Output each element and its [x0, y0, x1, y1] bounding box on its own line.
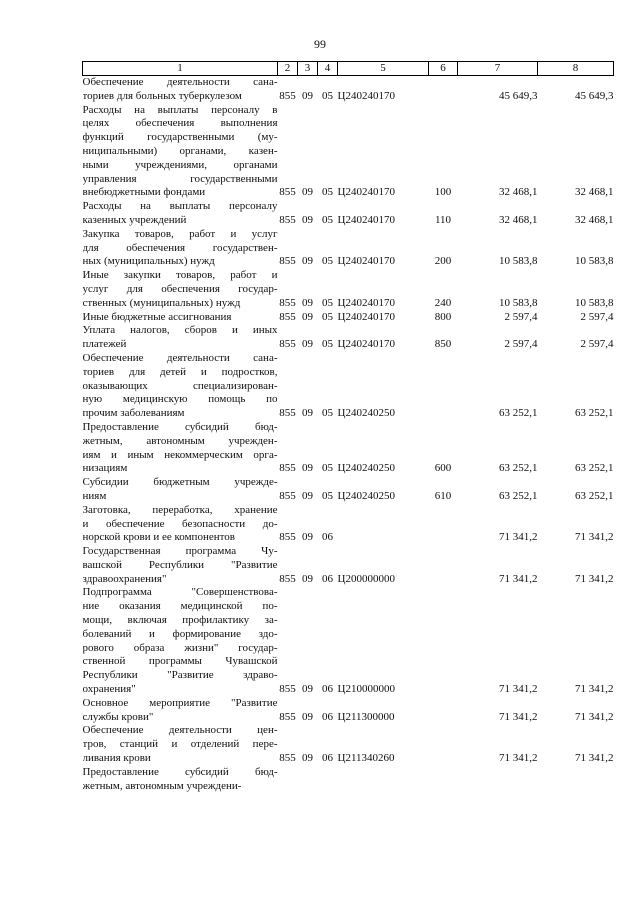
expense-name-line: ние оказания медицинской по- — [82, 600, 278, 613]
target-article-cell: Ц240240250 — [337, 489, 395, 502]
expense-type-cell — [429, 504, 458, 545]
section-code-cell: 09 — [302, 407, 313, 420]
target-article-cell: Ц200000000 — [337, 572, 395, 585]
table-row — [83, 476, 614, 504]
expense-type-cell — [429, 545, 458, 586]
expense-name-line: Обеспечение деятельности сана- — [82, 76, 278, 88]
expense-name-line: внебюджетными фондами — [82, 186, 206, 199]
column-header: 4 — [318, 62, 338, 76]
subsection-code-cell: 05 — [322, 89, 333, 102]
target-article-cell — [338, 504, 429, 545]
subsection-code-cell: 05 — [322, 407, 333, 420]
section-code-cell: 09 — [302, 572, 313, 585]
amount-cell: 2 597,4 — [504, 338, 538, 351]
expense-type-cell: 240 — [434, 296, 452, 309]
expense-name-line: Закупка товаров, работ и услуг — [82, 227, 278, 240]
expense-name-line: Расходы на выплаты персоналу в — [82, 103, 278, 116]
expense-type-cell: 800 — [434, 310, 452, 323]
section-code-cell: 09 — [302, 683, 313, 696]
ministry-code-cell: 855 — [279, 89, 296, 102]
expense-name-line: Заготовка, переработка, хранение — [82, 503, 278, 516]
amount-cell: 71 341,2 — [499, 710, 538, 723]
subsection-code-cell: 05 — [322, 296, 333, 309]
amount-cell: 32 468,1 — [575, 186, 614, 199]
target-article-cell — [338, 766, 429, 794]
amount-cell: 63 252,1 — [499, 407, 538, 420]
expense-name-line: целях обеспечения выполнения — [82, 117, 278, 130]
expense-name-cell — [83, 228, 278, 269]
ministry-code-cell: 855 — [279, 531, 296, 544]
subsection-code-cell: 06 — [322, 683, 333, 696]
amount-cell: 71 341,2 — [575, 752, 614, 765]
expense-name-line: вашской Республики "Развитие — [82, 558, 278, 571]
expense-name-line: функций государственными (му- — [82, 131, 278, 144]
subsection-code-cell: 05 — [322, 462, 333, 475]
amount-cell: 10 583,8 — [575, 255, 614, 268]
amount-cell: 2 597,4 — [580, 338, 614, 351]
expense-name-line: платежей — [82, 338, 127, 351]
table-row — [83, 269, 614, 310]
table-row — [83, 504, 614, 545]
table-row — [83, 76, 614, 104]
amount-cell: 45 649,3 — [499, 89, 538, 102]
ministry-code-cell: 855 — [279, 407, 296, 420]
subsection-code-cell: 06 — [322, 752, 333, 765]
section-code-cell: 09 — [302, 296, 313, 309]
expense-name-cell — [83, 421, 278, 476]
expense-name-line: ными учреждениями, органами — [82, 158, 278, 171]
amount-cell: 10 583,8 — [499, 296, 538, 309]
target-article-cell: Ц240240170 — [337, 338, 395, 351]
page-number: 99 — [314, 37, 326, 51]
expense-name-line: Расходы на выплаты персоналу — [82, 200, 278, 213]
expense-name-line: мощи, включая профилактику за- — [82, 614, 278, 627]
expense-name-line: жетным, автономным учреждени- — [82, 779, 242, 792]
expense-name-cell — [83, 724, 278, 765]
expense-type-cell — [429, 586, 458, 696]
column-header: 5 — [338, 62, 429, 76]
expense-name-line: услуг для обеспечения государ- — [82, 282, 278, 295]
table-row — [83, 104, 614, 201]
subsection-code-cell: 06 — [322, 710, 333, 723]
expense-name-line: ственных (муниципальных) нужд — [82, 296, 241, 309]
column-header: 7 — [458, 62, 538, 76]
expense-name-line: Предоставление субсидий бюд- — [82, 420, 278, 433]
ministry-code-cell: 855 — [279, 296, 296, 309]
expense-type-cell: 100 — [434, 186, 452, 199]
table-row — [83, 766, 614, 794]
section-code-cell: 09 — [302, 462, 313, 475]
expense-name-cell — [83, 104, 278, 201]
section-code-cell: 09 — [302, 89, 313, 102]
expense-name-line: ных (муниципальных) нужд — [82, 255, 215, 268]
expense-type-cell — [429, 724, 458, 765]
expense-name-line: ственной программы Чувашской — [82, 655, 278, 668]
section-code-cell: 09 — [302, 531, 313, 544]
subsection-code-cell: 05 — [322, 310, 333, 323]
expense-name-cell — [83, 697, 278, 725]
expense-name-line: Республики "Развитие здраво- — [82, 669, 278, 682]
ministry-code-cell: 855 — [279, 489, 296, 502]
ministry-code-cell: 855 — [279, 683, 296, 696]
expense-name-cell — [83, 352, 278, 421]
amount-cell: 45 649,3 — [575, 89, 614, 102]
expense-name-line: норской крови и ее компонентов — [82, 531, 235, 544]
expense-name-line: жетным, автономным учрежден- — [82, 434, 278, 447]
section-code-cell: 09 — [302, 310, 313, 323]
amount-cell: 71 341,2 — [499, 752, 538, 765]
target-article-cell: Ц240240250 — [337, 407, 395, 420]
expense-type-cell: 610 — [434, 489, 452, 502]
amount-cell: 32 468,1 — [499, 186, 538, 199]
target-article-cell: Ц240240170 — [337, 89, 395, 102]
subsection-code-cell — [318, 766, 338, 794]
expense-type-cell: 110 — [434, 213, 452, 226]
table-row — [83, 724, 614, 765]
section-code-cell: 09 — [302, 255, 313, 268]
subsection-code-cell: 05 — [322, 255, 333, 268]
column-header: 6 — [429, 62, 458, 76]
subsection-code-cell: 06 — [322, 531, 333, 544]
expense-name-cell — [83, 504, 278, 545]
target-article-cell: Ц211340260 — [337, 752, 395, 765]
subsection-code-cell: 05 — [322, 338, 333, 351]
ministry-code-cell: 855 — [279, 752, 296, 765]
expense-type-cell — [429, 76, 458, 104]
ministry-code-cell: 855 — [279, 310, 296, 323]
expense-name-line: прочим заболеваниям — [82, 407, 185, 420]
expense-name-line: иям и иным некоммерческим орга- — [82, 448, 278, 461]
expense-name-cell — [83, 766, 278, 794]
expense-type-cell: 850 — [434, 338, 452, 351]
section-code-cell: 09 — [302, 489, 313, 502]
expense-name-cell — [83, 476, 278, 504]
table-row — [83, 697, 614, 725]
expense-name-cell — [83, 76, 278, 104]
expense-name-line: оказывающих специализирован- — [82, 379, 278, 392]
ministry-code-cell: 855 — [279, 255, 296, 268]
expense-type-cell — [429, 352, 458, 421]
amount-cell — [538, 766, 614, 794]
expense-name-line: болеваний и формирование здо- — [82, 627, 278, 640]
expense-name-cell — [83, 269, 278, 310]
expense-name-line: здравоохранения" — [82, 572, 167, 585]
amount-cell: 71 341,2 — [499, 683, 538, 696]
expense-type-cell: 200 — [434, 255, 452, 268]
ministry-code-cell: 855 — [279, 338, 296, 351]
column-number-row — [83, 62, 614, 76]
subsection-code-cell: 05 — [322, 213, 333, 226]
section-code-cell: 09 — [302, 752, 313, 765]
amount-cell: 71 341,2 — [575, 531, 614, 544]
expense-name-line: управления государственными — [82, 172, 278, 185]
expense-name-line: Государственная программа Чу- — [82, 545, 278, 558]
target-article-cell: Ц210000000 — [337, 683, 395, 696]
budget-table — [82, 61, 614, 793]
expense-name-line: ную медицинскую помощь по — [82, 393, 278, 406]
amount-cell: 63 252,1 — [575, 462, 614, 475]
section-code-cell: 09 — [302, 338, 313, 351]
expense-name-cell — [83, 586, 278, 696]
column-header: 1 — [83, 62, 278, 76]
target-article-cell: Ц211300000 — [337, 710, 395, 723]
table-row — [83, 545, 614, 586]
expense-name-line: службы крови" — [82, 710, 154, 723]
subsection-code-cell: 05 — [322, 489, 333, 502]
expense-name-line: Иные закупки товаров, работ и — [82, 269, 278, 282]
amount-cell: 63 252,1 — [575, 489, 614, 502]
amount-cell: 63 252,1 — [575, 407, 614, 420]
expense-name-line: рового образа жизни" государ- — [82, 641, 278, 654]
expense-name-line: Иные бюджетные ассигнования — [82, 310, 232, 323]
table-body — [83, 76, 614, 794]
ministry-code-cell: 855 — [279, 572, 296, 585]
section-code-cell: 09 — [302, 213, 313, 226]
expense-name-line: Обеспечение деятельности сана- — [82, 351, 278, 364]
amount-cell — [458, 766, 538, 794]
ministry-code-cell: 855 — [279, 186, 296, 199]
ministry-code-cell — [278, 766, 298, 794]
amount-cell: 63 252,1 — [499, 489, 538, 502]
expense-name-line: тров, станций и отделений пере- — [82, 738, 278, 751]
amount-cell: 10 583,8 — [499, 255, 538, 268]
expense-type-cell — [429, 766, 458, 794]
table-row — [83, 228, 614, 269]
expense-name-line: ниям — [82, 489, 107, 502]
section-code-cell: 09 — [302, 186, 313, 199]
expense-type-cell — [429, 697, 458, 725]
expense-name-line: охранения" — [82, 683, 136, 696]
expense-name-line: Предоставление субсидий бюд- — [82, 765, 278, 778]
column-header: 2 — [278, 62, 298, 76]
expense-name-line: ниципальными) органами, казен- — [82, 144, 278, 157]
amount-cell: 71 341,2 — [575, 710, 614, 723]
amount-cell: 71 341,2 — [575, 683, 614, 696]
ministry-code-cell: 855 — [279, 462, 296, 475]
ministry-code-cell: 855 — [279, 710, 296, 723]
target-article-cell: Ц240240170 — [337, 186, 395, 199]
table-header — [83, 62, 614, 76]
expense-type-cell: 600 — [434, 462, 452, 475]
amount-cell: 71 341,2 — [499, 572, 538, 585]
ministry-code-cell: 855 — [279, 213, 296, 226]
expense-name-line: Уплата налогов, сборов и иных — [82, 324, 278, 337]
table-row — [83, 311, 614, 325]
table-row — [83, 200, 614, 228]
expense-name-line: казенных учреждений — [82, 213, 187, 226]
target-article-cell: Ц240240170 — [337, 213, 395, 226]
amount-cell: 71 341,2 — [575, 572, 614, 585]
column-header: 3 — [298, 62, 318, 76]
expense-name-line: ториев для больных туберкулезом — [82, 89, 242, 102]
expense-name-line: Подпрограмма "Совершенствова- — [82, 586, 278, 599]
amount-cell: 32 468,1 — [575, 213, 614, 226]
table-row — [83, 421, 614, 476]
expense-name-cell — [83, 545, 278, 586]
table-row — [83, 586, 614, 696]
amount-cell: 2 597,4 — [504, 310, 538, 323]
amount-cell: 2 597,4 — [580, 310, 614, 323]
expense-name-line: для обеспечения государствен- — [82, 241, 278, 254]
amount-cell: 63 252,1 — [499, 462, 538, 475]
expense-name-line: Основное мероприятие "Развитие — [82, 696, 278, 709]
table-row — [83, 352, 614, 421]
section-code-cell: 09 — [302, 710, 313, 723]
target-article-cell: Ц240240170 — [337, 310, 395, 323]
target-article-cell: Ц240240170 — [337, 255, 395, 268]
expense-name-cell — [83, 200, 278, 228]
column-header: 8 — [538, 62, 614, 76]
expense-name-cell — [83, 324, 278, 352]
amount-cell: 10 583,8 — [575, 296, 614, 309]
target-article-cell: Ц240240250 — [337, 462, 395, 475]
target-article-cell: Ц240240170 — [337, 296, 395, 309]
expense-name-line: Субсидии бюджетным учрежде- — [82, 476, 278, 489]
amount-cell: 32 468,1 — [499, 213, 538, 226]
subsection-code-cell: 05 — [322, 186, 333, 199]
expense-name-line: и обеспечение безопасности до- — [82, 517, 278, 530]
expense-name-line: низациям — [82, 462, 128, 475]
expense-name-line: ториев для детей и подростков, — [82, 365, 278, 378]
table-row — [83, 324, 614, 352]
subsection-code-cell: 06 — [322, 572, 333, 585]
amount-cell: 71 341,2 — [499, 531, 538, 544]
expense-name-line: Обеспечение деятельности цен- — [82, 724, 278, 737]
expense-name-cell — [83, 311, 278, 325]
section-code-cell — [298, 766, 318, 794]
expense-name-line: ливания крови — [82, 752, 151, 765]
